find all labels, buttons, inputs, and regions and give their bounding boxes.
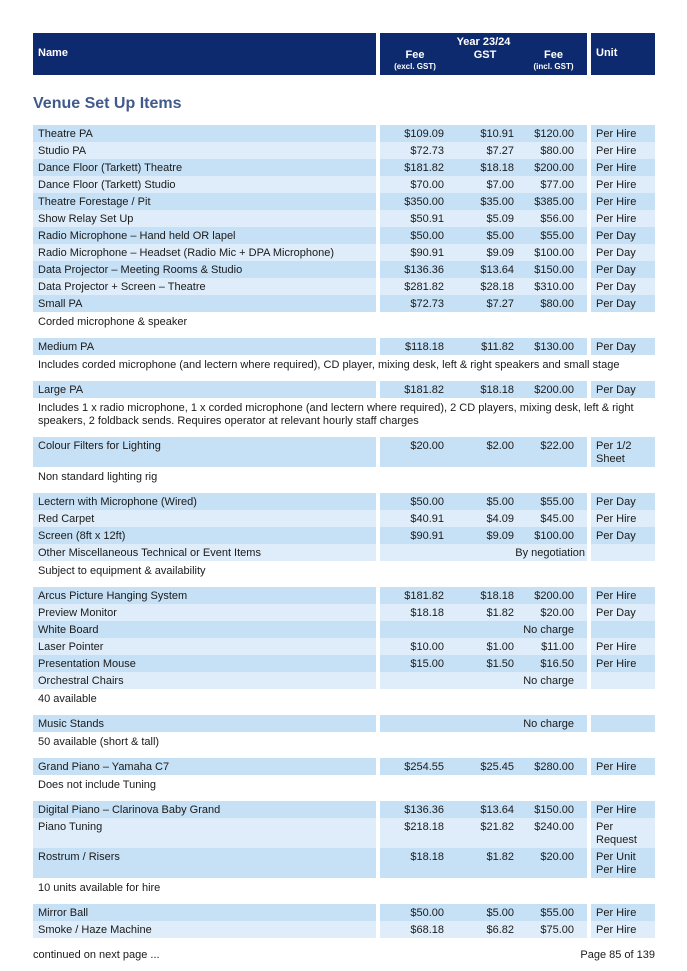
item-name: Grand Piano – Yamaha C7 <box>33 758 376 775</box>
table-row <box>33 921 655 938</box>
item-name: White Board <box>33 621 376 638</box>
unit-cell: Per Request <box>591 818 655 848</box>
fee-excl-cell: $20.00 <box>380 437 450 467</box>
item-name: Lectern with Microphone (Wired) <box>33 493 376 510</box>
fee-incl-cell: $80.00 <box>520 142 587 159</box>
fee-incl-cell: $45.00 <box>520 510 587 527</box>
header-fee-excl-sub: (excl. GST) <box>394 62 436 71</box>
unit-cell: Per 1/2 Sheet <box>591 437 655 467</box>
gst-cell: $35.00 <box>450 193 520 210</box>
fee-incl-cell: $150.00 <box>520 261 587 278</box>
gst-cell: $7.00 <box>450 176 520 193</box>
item-name: Theatre PA <box>33 125 376 142</box>
fee-excl-cell: $118.18 <box>380 338 450 355</box>
item-name: Theatre Forestage / Pit <box>33 193 376 210</box>
header-fee-excl-label: Fee <box>405 49 425 61</box>
fee-excl-cell <box>380 715 450 732</box>
item-name: Dance Floor (Tarkett) Studio <box>33 176 376 193</box>
unit-cell: Per Day <box>591 295 655 312</box>
table-row <box>33 801 655 818</box>
item-name: Arcus Picture Hanging System <box>33 587 376 604</box>
item-name: Large PA <box>33 381 376 398</box>
gst-cell: $28.18 <box>450 278 520 295</box>
unit-cell: Per Day <box>591 493 655 510</box>
table-row <box>33 544 655 561</box>
fee-incl-cell: $100.00 <box>520 527 587 544</box>
fee-incl-cell: $80.00 <box>520 295 587 312</box>
item-name: Dance Floor (Tarkett) Theatre <box>33 159 376 176</box>
table-row <box>33 142 655 159</box>
gst-cell: $10.91 <box>450 125 520 142</box>
unit-cell: Per Hire <box>591 510 655 527</box>
section-title: Venue Set Up Items <box>33 95 182 112</box>
fee-incl-cell: $200.00 <box>520 587 587 604</box>
item-name: Red Carpet <box>33 510 376 527</box>
fee-excl-cell: $90.91 <box>380 527 450 544</box>
fee-excl-cell: $18.18 <box>380 848 450 878</box>
fee-incl-cell: $55.00 <box>520 904 587 921</box>
fee-excl-cell: $50.00 <box>380 493 450 510</box>
header-unit-label: Unit <box>596 47 618 59</box>
table-row <box>33 715 655 732</box>
header-name-cell <box>33 33 376 75</box>
table-row <box>33 278 655 295</box>
table-row <box>33 261 655 278</box>
fee-span-cell: By negotiation <box>380 544 587 561</box>
item-name: Small PA <box>33 295 376 312</box>
fee-excl-cell: $350.00 <box>380 193 450 210</box>
table-row <box>33 125 655 142</box>
fee-incl-cell: $20.00 <box>520 848 587 878</box>
continued-note: continued on next page ... <box>33 949 160 961</box>
table-row <box>33 338 655 355</box>
unit-cell: Per Day <box>591 604 655 621</box>
header-fees-cell <box>380 33 587 75</box>
gst-cell: $1.50 <box>450 655 520 672</box>
unit-cell: Per Hire <box>591 801 655 818</box>
table-row <box>33 587 655 604</box>
gst-cell: $1.00 <box>450 638 520 655</box>
header-fee-incl <box>520 49 587 72</box>
table-row <box>33 621 655 638</box>
gst-cell <box>450 621 520 638</box>
unit-cell: Per Day <box>591 278 655 295</box>
fee-incl-cell: $280.00 <box>520 758 587 775</box>
fee-excl-cell: $72.73 <box>380 295 450 312</box>
table-row <box>33 159 655 176</box>
fee-excl-cell: $40.91 <box>380 510 450 527</box>
fee-excl-cell: $15.00 <box>380 655 450 672</box>
unit-cell <box>591 715 655 732</box>
fee-incl-cell: $240.00 <box>520 818 587 848</box>
unit-cell <box>591 672 655 689</box>
header-gst-label: GST <box>473 49 497 61</box>
gst-cell: $4.09 <box>450 510 520 527</box>
gst-cell: $21.82 <box>450 818 520 848</box>
gst-cell: $7.27 <box>450 142 520 159</box>
item-name: Presentation Mouse <box>33 655 376 672</box>
unit-cell: Per Day <box>591 527 655 544</box>
fee-incl-cell: $22.00 <box>520 437 587 467</box>
fee-excl-cell: $281.82 <box>380 278 450 295</box>
table-row <box>33 493 655 510</box>
fee-incl-cell: No charge <box>520 672 587 689</box>
item-name: Rostrum / Risers <box>33 848 376 878</box>
table-row <box>33 672 655 689</box>
fee-excl-cell: $70.00 <box>380 176 450 193</box>
unit-cell: Per Hire <box>591 210 655 227</box>
fee-incl-cell: No charge <box>520 715 587 732</box>
fee-incl-cell: $11.00 <box>520 638 587 655</box>
table-row <box>33 244 655 261</box>
item-name: Medium PA <box>33 338 376 355</box>
table-row <box>33 818 655 848</box>
fee-excl-cell: $50.91 <box>380 210 450 227</box>
fee-incl-cell: $200.00 <box>520 159 587 176</box>
fee-excl-cell: $90.91 <box>380 244 450 261</box>
header-fee-incl-label: Fee <box>544 49 563 61</box>
fee-incl-cell: $150.00 <box>520 801 587 818</box>
item-name: Mirror Ball <box>33 904 376 921</box>
unit-cell: Per Unit Per Hire <box>591 848 655 878</box>
item-name: Show Relay Set Up <box>33 210 376 227</box>
item-name: Smoke / Haze Machine <box>33 921 376 938</box>
item-name: Other Miscellaneous Technical or Event Items <box>33 544 376 561</box>
fee-excl-cell: $18.18 <box>380 604 450 621</box>
unit-cell: Per Hire <box>591 142 655 159</box>
row-note: Includes corded microphone (and lectern where required), CD player, mixing desk, left & right speakers and small stage <box>38 359 620 371</box>
gst-cell: $18.18 <box>450 381 520 398</box>
gst-cell: $9.09 <box>450 527 520 544</box>
table-row <box>33 176 655 193</box>
table-row <box>33 848 655 878</box>
item-name: Radio Microphone – Hand held OR lapel <box>33 227 376 244</box>
header-fee-incl-sub: (incl. GST) <box>533 62 574 71</box>
fee-incl-cell: No charge <box>520 621 587 638</box>
fee-excl-cell: $109.09 <box>380 125 450 142</box>
table-row <box>33 381 655 398</box>
gst-cell: $13.64 <box>450 801 520 818</box>
item-name: Colour Filters for Lighting <box>33 437 376 467</box>
fee-excl-cell: $72.73 <box>380 142 450 159</box>
item-name: Data Projector + Screen – Theatre <box>33 278 376 295</box>
item-name: Data Projector – Meeting Rooms & Studio <box>33 261 376 278</box>
row-note: Includes 1 x radio microphone, 1 x corded microphone (and lectern where required), 2 CD players, mixing desk, left & right speakers, 2 foldback sends. Requires operator at relevant hourly staff charges <box>38 402 634 427</box>
unit-cell: Per Hire <box>591 904 655 921</box>
fee-incl-cell: $120.00 <box>520 125 587 142</box>
fee-incl-cell: $16.50 <box>520 655 587 672</box>
unit-cell: Per Day <box>591 381 655 398</box>
fee-excl-cell: $10.00 <box>380 638 450 655</box>
unit-cell: Per Hire <box>591 587 655 604</box>
unit-cell <box>591 621 655 638</box>
fee-excl-cell: $50.00 <box>380 904 450 921</box>
fee-excl-cell: $181.82 <box>380 587 450 604</box>
fee-incl-cell: $130.00 <box>520 338 587 355</box>
fee-incl-cell: $77.00 <box>520 176 587 193</box>
unit-cell: Per Hire <box>591 159 655 176</box>
header-year-label: Year 23/24 <box>456 36 511 48</box>
fee-incl-cell: $100.00 <box>520 244 587 261</box>
gst-cell: $6.82 <box>450 921 520 938</box>
unit-cell: Per Hire <box>591 758 655 775</box>
fee-incl-cell: $385.00 <box>520 193 587 210</box>
table-row <box>33 295 655 312</box>
fee-excl-cell: $68.18 <box>380 921 450 938</box>
fee-incl-cell: $55.00 <box>520 493 587 510</box>
fee-incl-cell: $200.00 <box>520 381 587 398</box>
table-row <box>33 758 655 775</box>
gst-cell: $5.00 <box>450 904 520 921</box>
row-note: 10 units available for hire <box>38 882 161 894</box>
unit-cell: Per Hire <box>591 176 655 193</box>
fee-excl-cell: $136.36 <box>380 801 450 818</box>
fee-incl-cell: $20.00 <box>520 604 587 621</box>
header-fee-excl <box>380 49 450 72</box>
gst-cell: $11.82 <box>450 338 520 355</box>
unit-cell: Per Hire <box>591 655 655 672</box>
table-row <box>33 655 655 672</box>
row-note: Subject to equipment & availability <box>38 565 206 577</box>
row-note: Non standard lighting rig <box>38 471 158 483</box>
page-number: Page 85 of 139 <box>580 949 655 961</box>
unit-cell: Per Day <box>591 244 655 261</box>
header-unit-cell <box>591 33 655 75</box>
fee-excl-cell <box>380 672 450 689</box>
table-row <box>33 210 655 227</box>
fee-excl-cell: $218.18 <box>380 818 450 848</box>
table-row <box>33 193 655 210</box>
unit-cell: Per Hire <box>591 638 655 655</box>
gst-cell: $18.18 <box>450 587 520 604</box>
unit-cell <box>591 544 655 561</box>
fee-excl-cell: $181.82 <box>380 381 450 398</box>
unit-cell: Per Hire <box>591 921 655 938</box>
unit-cell: Per Hire <box>591 125 655 142</box>
item-name: Screen (8ft x 12ft) <box>33 527 376 544</box>
item-name: Laser Pointer <box>33 638 376 655</box>
fees-table-page <box>33 33 655 938</box>
gst-cell: $2.00 <box>450 437 520 467</box>
fee-excl-cell: $50.00 <box>380 227 450 244</box>
item-name: Digital Piano – Clarinova Baby Grand <box>33 801 376 818</box>
gst-cell: $1.82 <box>450 604 520 621</box>
fee-incl-cell: $310.00 <box>520 278 587 295</box>
table-row <box>33 510 655 527</box>
gst-cell: $5.00 <box>450 493 520 510</box>
gst-cell: $13.64 <box>450 261 520 278</box>
row-note: 50 available (short & tall) <box>38 736 160 748</box>
gst-cell <box>450 672 520 689</box>
table-row <box>33 604 655 621</box>
unit-cell: Per Hire <box>591 193 655 210</box>
item-name: Orchestral Chairs <box>33 672 376 689</box>
table-row <box>33 437 655 467</box>
gst-cell <box>450 715 520 732</box>
row-note: Corded microphone & speaker <box>38 316 188 328</box>
unit-cell: Per Day <box>591 227 655 244</box>
table-row <box>33 227 655 244</box>
gst-cell: $18.18 <box>450 159 520 176</box>
item-name: Preview Monitor <box>33 604 376 621</box>
header-gst <box>450 49 520 62</box>
item-name: Piano Tuning <box>33 818 376 848</box>
gst-cell: $7.27 <box>450 295 520 312</box>
item-name: Radio Microphone – Headset (Radio Mic + DPA Microphone) <box>33 244 376 261</box>
fee-incl-cell: $55.00 <box>520 227 587 244</box>
item-name: Studio PA <box>33 142 376 159</box>
row-note: 40 available <box>38 693 97 705</box>
row-note: Does not include Tuning <box>38 779 157 791</box>
fee-excl-cell <box>380 621 450 638</box>
item-name: Music Stands <box>33 715 376 732</box>
table-header <box>33 33 655 75</box>
gst-cell: $25.45 <box>450 758 520 775</box>
gst-cell: $5.00 <box>450 227 520 244</box>
fee-excl-cell: $181.82 <box>380 159 450 176</box>
table-row <box>33 638 655 655</box>
gst-cell: $9.09 <box>450 244 520 261</box>
unit-cell: Per Day <box>591 261 655 278</box>
table-row <box>33 904 655 921</box>
fee-incl-cell: $75.00 <box>520 921 587 938</box>
header-name-label: Name <box>38 47 68 59</box>
gst-cell: $1.82 <box>450 848 520 878</box>
unit-cell: Per Day <box>591 338 655 355</box>
table-body <box>33 125 655 938</box>
fee-incl-cell: $56.00 <box>520 210 587 227</box>
table-row <box>33 527 655 544</box>
fee-excl-cell: $254.55 <box>380 758 450 775</box>
fee-excl-cell: $136.36 <box>380 261 450 278</box>
gst-cell: $5.09 <box>450 210 520 227</box>
